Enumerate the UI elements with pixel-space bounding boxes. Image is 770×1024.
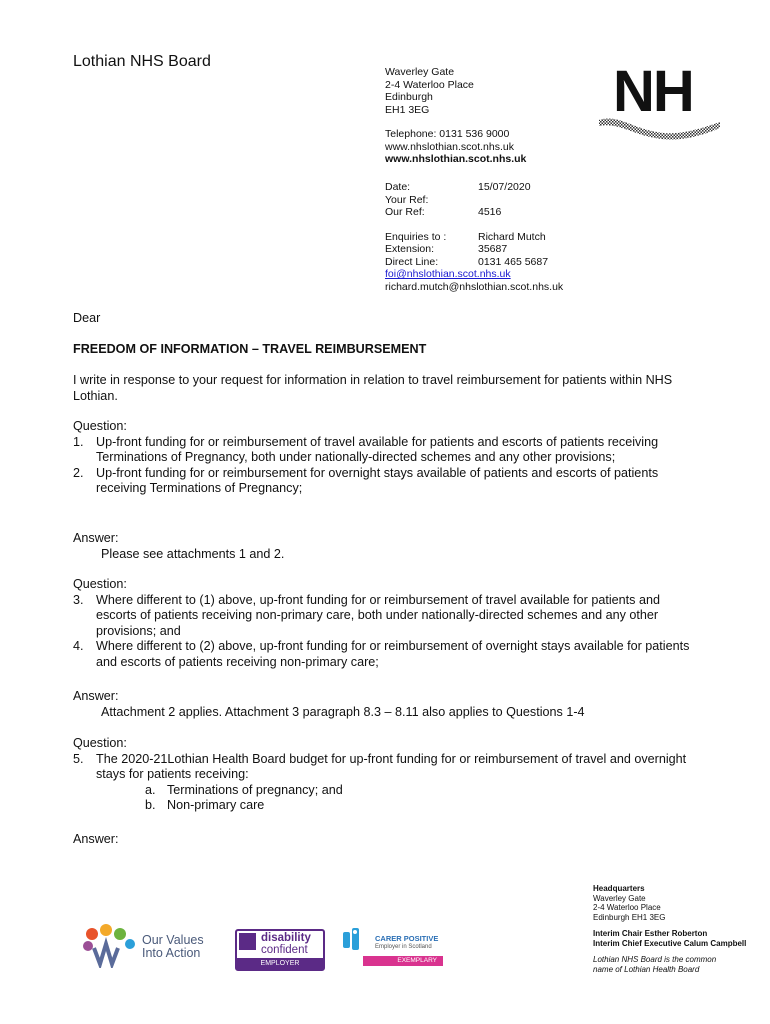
dc-text-1: disability (261, 932, 311, 944)
question-label: Question: (73, 419, 127, 433)
list-item (73, 466, 696, 497)
date-value: 15/07/2020 (478, 181, 531, 193)
list-letter: a. (145, 782, 156, 797)
address-line: 2-4 Waterloo Place (385, 78, 474, 91)
letter-heading: FREEDOM OF INFORMATION – TRAVEL REIMBURSEMENT (73, 342, 427, 356)
answer-label-final: Answer: (73, 832, 119, 846)
address-line: Waverley Gate (385, 66, 455, 78)
reference-block (385, 181, 563, 293)
answer-label: Answer: (73, 531, 119, 545)
intro-paragraph: I write in response to your request for information in relation to travel reimbursement for patients within NHS Lothian. (73, 373, 673, 403)
sub-item-text: Terminations of pregnancy; and (167, 782, 343, 797)
carer-text-3: EXEMPLARY (363, 956, 443, 966)
question-text: Where different to (2) above, up-front funding for or reimbursement of overnight stays available for patients and escorts of patients receiving non-primary care; (96, 639, 690, 669)
sub-list-item (73, 783, 696, 799)
website[interactable]: www.nhslothian.scot.nhs.uk (385, 140, 514, 153)
enquiries-value: Richard Mutch (478, 230, 546, 243)
dc-text-3: EMPLOYER (237, 958, 323, 969)
hq-line: 2-4 Waterloo Place (593, 903, 661, 912)
chair-name: Interim Chair Esther Roberton (593, 929, 708, 938)
list-number: 5. (73, 751, 84, 766)
our-ref-value: 4516 (478, 206, 502, 218)
values-text-2: Into Action (142, 946, 201, 960)
people-icon (80, 924, 140, 968)
question-text: Where different to (1) above, up-front funding for or reimbursement of travel available for patients and escorts of patients receiving non-primary care, both under nationally-directed schemes and any other provisions; and (96, 592, 660, 638)
list-item (73, 593, 696, 640)
list-number: 2. (73, 465, 84, 480)
our-values-logo (80, 924, 204, 973)
contact-email: richard.mutch@nhslothian.scot.nhs.uk (385, 280, 564, 293)
list-item (73, 435, 696, 466)
list-letter: b. (145, 798, 156, 812)
sub-item-text: Non-primary care (167, 798, 265, 812)
direct-line-value: 0131 465 5687 (478, 255, 549, 268)
board-name: Lothian NHS Board (73, 53, 211, 70)
sub-list-item (73, 798, 696, 814)
footer-headquarters (593, 884, 746, 974)
disability-confident-logo (235, 929, 325, 971)
list-number: 4. (73, 639, 84, 653)
question-text: Up-front funding for or reimbursement for overnight stays available of patients and escorts of patients receiving Terminations of Pregnancy; (96, 465, 659, 495)
dc-badge-icon (239, 933, 256, 950)
list-number: 3. (73, 592, 84, 607)
website-bold[interactable]: www.nhslothian.scot.nhs.uk (385, 153, 527, 165)
address-block (385, 66, 526, 166)
your-ref-label: Your Ref: (385, 193, 429, 206)
carer-text-2: Employer in Scotland (375, 944, 432, 950)
question-text: The 2020-21Lothian Health Board budget for up-front funding for or reimbursement of travel and overnight stays for patients receiving: (96, 751, 687, 781)
question-text: Up-front funding for or reimbursement of travel available for patients and escorts of patients receiving Terminations of Pregnancy, both under nationally-directed schemes and any other provisions; (96, 434, 659, 464)
question-block-1 (73, 419, 696, 497)
question-label: Question: (73, 736, 127, 750)
list-number: 1. (73, 434, 84, 449)
answer-block-2 (73, 689, 585, 720)
dc-text-2: confident (261, 944, 308, 956)
hq-line: Edinburgh EH1 3EG (593, 912, 666, 922)
question-label: Question: (73, 577, 127, 591)
our-ref-label: Our Ref: (385, 206, 425, 218)
board-note-1: Lothian NHS Board is the common (593, 955, 717, 964)
answer-text: Please see attachments 1 and 2. (101, 546, 285, 561)
address-line: Edinburgh (385, 91, 433, 103)
extension-value: 35687 (478, 243, 508, 255)
foi-email-link[interactable]: foi@nhslothian.scot.nhs.uk (385, 268, 511, 280)
address-line: EH1 3EG (385, 103, 430, 116)
hq-title: Headquarters (593, 884, 645, 893)
direct-line-label: Direct Line: (385, 255, 439, 268)
enquiries-label: Enquiries to : (385, 230, 447, 243)
salutation: Dear (73, 311, 101, 325)
date-label: Date: (385, 181, 411, 193)
carer-text-1: CARER POSITIVE (375, 934, 439, 943)
ceo-name: Interim Chief Executive Calum Campbell (593, 938, 747, 948)
telephone: Telephone: 0131 536 9000 (385, 128, 510, 140)
carer-positive-logo (343, 928, 439, 964)
hq-line: Waverley Gate (593, 893, 646, 903)
answer-text: Attachment 2 applies. Attachment 3 paragraph 8.3 – 8.11 also applies to Questions 1-4 (101, 704, 585, 719)
list-item (73, 639, 696, 670)
board-note-2: name of Lothian Health Board (593, 964, 700, 974)
list-item (73, 752, 696, 783)
question-block-3 (73, 736, 696, 814)
carer-icon (343, 928, 361, 956)
answer-block-1 (73, 531, 284, 562)
answer-label: Answer: (73, 689, 119, 703)
extension-label: Extension: (385, 243, 435, 255)
nhs-logo: NH (613, 59, 693, 124)
question-block-2 (73, 577, 696, 670)
nhs-wave-logo (597, 112, 722, 140)
values-text-1: Our Values (142, 933, 204, 947)
